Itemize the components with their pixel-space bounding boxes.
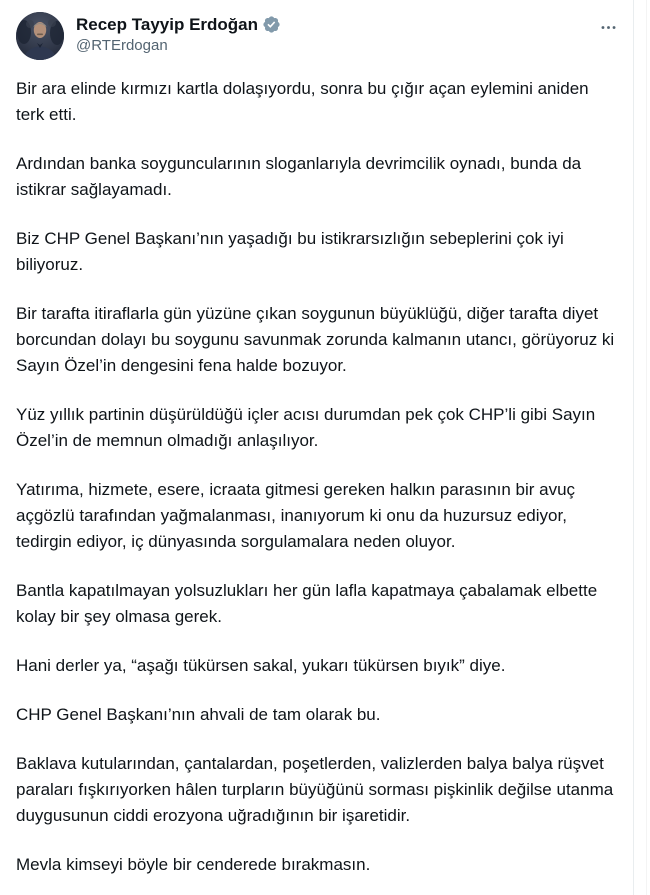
avatar-image [16,12,64,60]
display-name-row[interactable] [76,14,591,35]
more-button[interactable] [591,10,625,44]
tweet-text [0,76,633,878]
tweet-paragraph: Baklava kutularından, çantalardan, poşetlerden, valizlerden balya balya rüşvet paraları fışkırıyorken hâlen turpların büyüğünü sorması pişkinlik değilse utanma duygusunun ciddi erozyona uğradığının bir işaretidir. [16,754,614,825]
tweet-paragraph: Bantla kapatılmayan yolsuzlukları her gün lafla kapatmaya çabalamak elbette kolay bir şey olmasa gerek. [16,581,598,626]
tweet-paragraph: Yüz yıllık partinin düşürüldüğü içler acısı durumdan pek çok CHP’li gibi Sayın Özel’in de memnun olmadığı anlaşılıyor. [16,405,596,450]
tweet-paragraph: Bir tarafta itiraflarla gün yüzüne çıkan soygunun büyüklüğü, diğer tarafta diyet borcundan dolayı bu soygunu savunmak zorunda kalmanın utancı, görüyoruz ki Sayın Özel’in dengesini fena halde bozuyor. [16,304,615,375]
verified-badge-icon [262,15,281,34]
tweet-paragraph: CHP Genel Başkanı’nın ahvali de tam olarak bu. [16,705,381,724]
tweet-paragraph: Mevla kimseyi böyle bir cenderede bırakmasın. [16,855,371,874]
tweet-header [0,12,633,60]
tweet-paragraph: Biz CHP Genel Başkanı’nın yaşadığı bu istikrarsızlığın sebeplerini çok iyi biliyoruz. [16,229,564,274]
user-names [76,12,591,56]
tweet-paragraph: Ardından banka soyguncularının sloganlarıyla devrimcilik oynadı, bunda da istikrar sağlayamadı. [16,154,582,199]
tweet-paragraph: Bir ara elinde kırmızı kartla dolaşıyordu, sonra bu çığır açan eylemini aniden terk etti. [16,79,589,124]
user-handle[interactable]: @RTErdogan [76,37,168,54]
tweet-paragraph: Yatırıma, hizmete, esere, icraata gitmesi gereken halkın parasının bir avuç açgözlü tarafından yağmalanması, inanıyorum ki onu da huzursuz ediyor, tedirgin ediyor, iç dünyasında sorgulamalara neden oluyor. [16,480,576,551]
avatar[interactable] [16,12,64,60]
tweet-paragraph: Hani derler ya, “aşağı tükürsen sakal, yukarı tükürsen bıyık” diye. [16,656,506,675]
more-icon [599,18,618,37]
display-name[interactable]: Recep Tayyip Erdoğan [76,15,259,34]
